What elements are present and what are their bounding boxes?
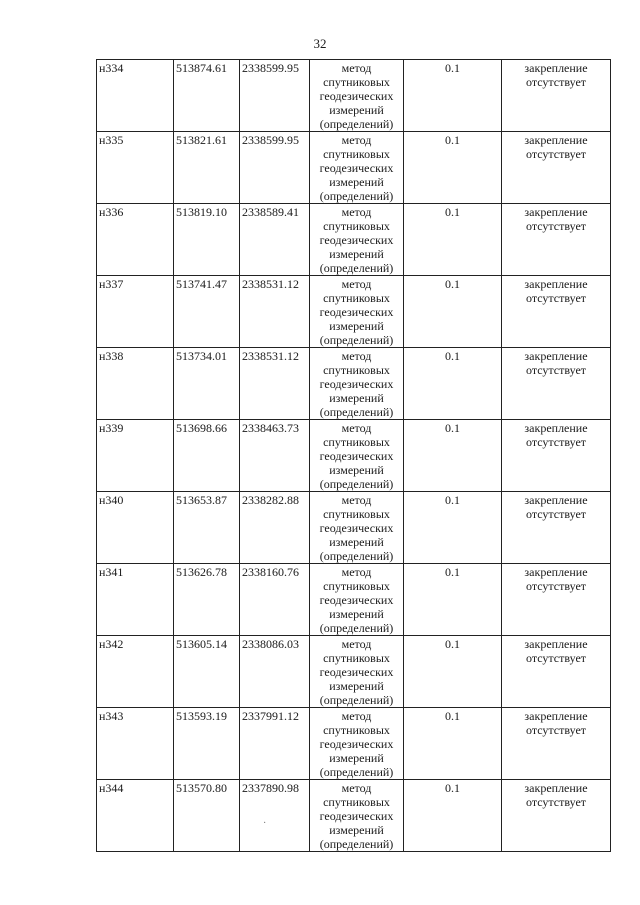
accuracy-cell: 0.1 [404,708,502,780]
accuracy-cell: 0.1 [404,132,502,204]
point-name-cell: н335 [97,132,174,204]
point-name-cell: н341 [97,564,174,636]
x-coordinate-cell: 513593.19 [174,708,240,780]
scan-speck: · [263,818,267,829]
note-cell: закрепление отсутствует [502,276,611,348]
x-coordinate-cell: 513605.14 [174,636,240,708]
note-cell: закрепление отсутствует [502,780,611,852]
table-row [97,708,611,780]
accuracy-cell: 0.1 [404,492,502,564]
x-coordinate-cell: 513734.01 [174,348,240,420]
note-cell: закрепление отсутствует [502,420,611,492]
page-number: 32 [313,36,327,51]
note-cell: закрепление отсутствует [502,636,611,708]
y-coordinate-cell: 2338531.12 [240,348,310,420]
method-cell: метод спутниковых геодезических измерений (определений) [310,492,404,564]
point-name-cell: н338 [97,348,174,420]
y-coordinate-cell: 2338599.95 [240,132,310,204]
table-row [97,636,611,708]
point-name-cell: н342 [97,636,174,708]
method-cell: метод спутниковых геодезических измерений (определений) [310,132,404,204]
point-name-cell: н336 [97,204,174,276]
method-cell: метод спутниковых геодезических измерений (определений) [310,276,404,348]
accuracy-cell: 0.1 [404,564,502,636]
note-cell: закрепление отсутствует [502,204,611,276]
table-row [97,60,611,132]
x-coordinate-cell: 513821.61 [174,132,240,204]
table-row [97,276,611,348]
y-coordinate-cell: 2338599.95 [240,60,310,132]
accuracy-cell: 0.1 [404,636,502,708]
note-cell: закрепление отсутствует [502,132,611,204]
table-row [97,348,611,420]
y-coordinate-cell: 2337890.98 [240,780,310,852]
coordinates-table-body [97,60,611,852]
y-coordinate-cell: 2338086.03 [240,636,310,708]
x-coordinate-cell: 513570.80 [174,780,240,852]
table-row [97,204,611,276]
note-cell: закрепление отсутствует [502,708,611,780]
table-row [97,492,611,564]
table-row [97,420,611,492]
method-cell: метод спутниковых геодезических измерений (определений) [310,420,404,492]
point-name-cell: н337 [97,276,174,348]
accuracy-cell: 0.1 [404,204,502,276]
y-coordinate-cell: 2338160.76 [240,564,310,636]
point-name-cell: н334 [97,60,174,132]
y-coordinate-cell: 2338589.41 [240,204,310,276]
method-cell: метод спутниковых геодезических измерений (определений) [310,708,404,780]
y-coordinate-cell: 2338531.12 [240,276,310,348]
note-cell: закрепление отсутствует [502,60,611,132]
coordinates-table [96,59,611,852]
x-coordinate-cell: 513819.10 [174,204,240,276]
table-row [97,132,611,204]
x-coordinate-cell: 513626.78 [174,564,240,636]
accuracy-cell: 0.1 [404,420,502,492]
x-coordinate-cell: 513698.66 [174,420,240,492]
accuracy-cell: 0.1 [404,780,502,852]
note-cell: закрепление отсутствует [502,492,611,564]
table-row [97,564,611,636]
point-name-cell: н339 [97,420,174,492]
point-name-cell: н343 [97,708,174,780]
method-cell: метод спутниковых геодезических измерений (определений) [310,348,404,420]
accuracy-cell: 0.1 [404,276,502,348]
note-cell: закрепление отсутствует [502,348,611,420]
method-cell: метод спутниковых геодезических измерений (определений) [310,60,404,132]
method-cell: метод спутниковых геодезических измерений (определений) [310,780,404,852]
x-coordinate-cell: 513741.47 [174,276,240,348]
note-cell: закрепление отсутствует [502,564,611,636]
method-cell: метод спутниковых геодезических измерений (определений) [310,564,404,636]
point-name-cell: н340 [97,492,174,564]
x-coordinate-cell: 513874.61 [174,60,240,132]
point-name-cell: н344 [97,780,174,852]
method-cell: метод спутниковых геодезических измерений (определений) [310,204,404,276]
accuracy-cell: 0.1 [404,60,502,132]
method-cell: метод спутниковых геодезических измерений (определений) [310,636,404,708]
x-coordinate-cell: 513653.87 [174,492,240,564]
table-row [97,780,611,852]
y-coordinate-cell: 2337991.12 [240,708,310,780]
y-coordinate-cell: 2338282.88 [240,492,310,564]
accuracy-cell: 0.1 [404,348,502,420]
y-coordinate-cell: 2338463.73 [240,420,310,492]
